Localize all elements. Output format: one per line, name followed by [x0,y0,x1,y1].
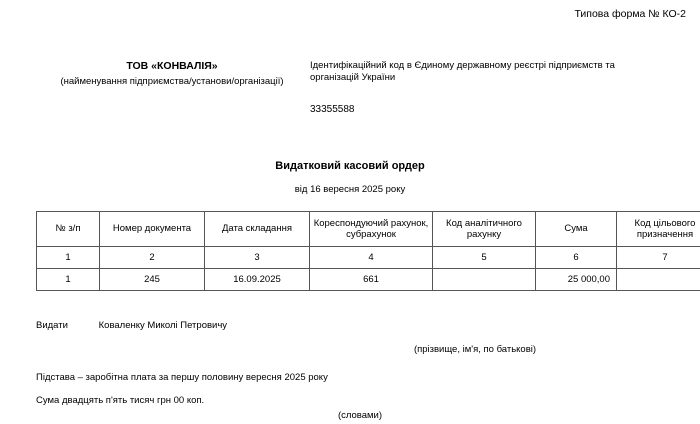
table-cell-analytic-code [433,269,536,291]
organization-caption: (найменування підприємства/установи/організації) [60,76,284,87]
sum-in-words: Сума двадцять п'ять тисяч грн 00 коп. [36,395,205,406]
table-cell: 4 [310,247,433,269]
table-cell-number: 1 [37,269,100,291]
table-header-cell: Дата складання [205,212,310,247]
organization-block [52,60,292,87]
edrpou-label: Ідентифікаційний код в Єдиному державному реєстрі підприємств та організацій України [310,60,615,83]
organization-name: ТОВ «КОНВАЛІЯ» [126,60,218,72]
document-title: Видатковий касовий ордер [275,160,425,172]
edrpou-value: 33355588 [310,103,355,115]
table-cell-doc-number: 245 [100,269,205,291]
table-cell: 7 [617,247,700,269]
table-numbering-row [37,247,700,269]
table-cell: 2 [100,247,205,269]
table-cell-purpose-code [617,269,700,291]
table-cell-sum: 25 000,00 [536,269,617,291]
order-table [36,211,700,291]
table-cell: 5 [433,247,536,269]
table-cell-date: 16.09.2025 [205,269,310,291]
table-header-cell: Номер документа [100,212,205,247]
table-header-cell: Код аналітичного рахунку [433,212,536,247]
table-header-cell: Кореспондуючий рахунок, субрахунок [310,212,433,247]
table-row [37,269,700,291]
table-cell-corresponding-account: 661 [310,269,433,291]
issue-row [36,320,227,331]
edrpou-block [310,60,630,115]
table-cell: 1 [37,247,100,269]
issue-name-caption: (прізвище, ім'я, по батькові) [413,344,537,355]
table-cell: 6 [536,247,617,269]
table-header-cell: № з/п [37,212,100,247]
table-header-row [37,212,700,247]
table-header-cell: Код цільового призначення [617,212,700,247]
ground-text: Підстава – заробітна плата за першу половину вересня 2025 року [36,372,328,383]
table-header-cell: Сума [536,212,617,247]
document-date: від 16 вересня 2025 року [294,184,406,195]
form-code-label: Типова форма № КО-2 [574,8,686,20]
issue-person-name: Коваленку Миколі Петровичу [98,320,228,331]
sum-in-words-caption: (словами) [337,410,383,421]
issue-label: Видати [36,320,68,331]
table-cell: 3 [205,247,310,269]
